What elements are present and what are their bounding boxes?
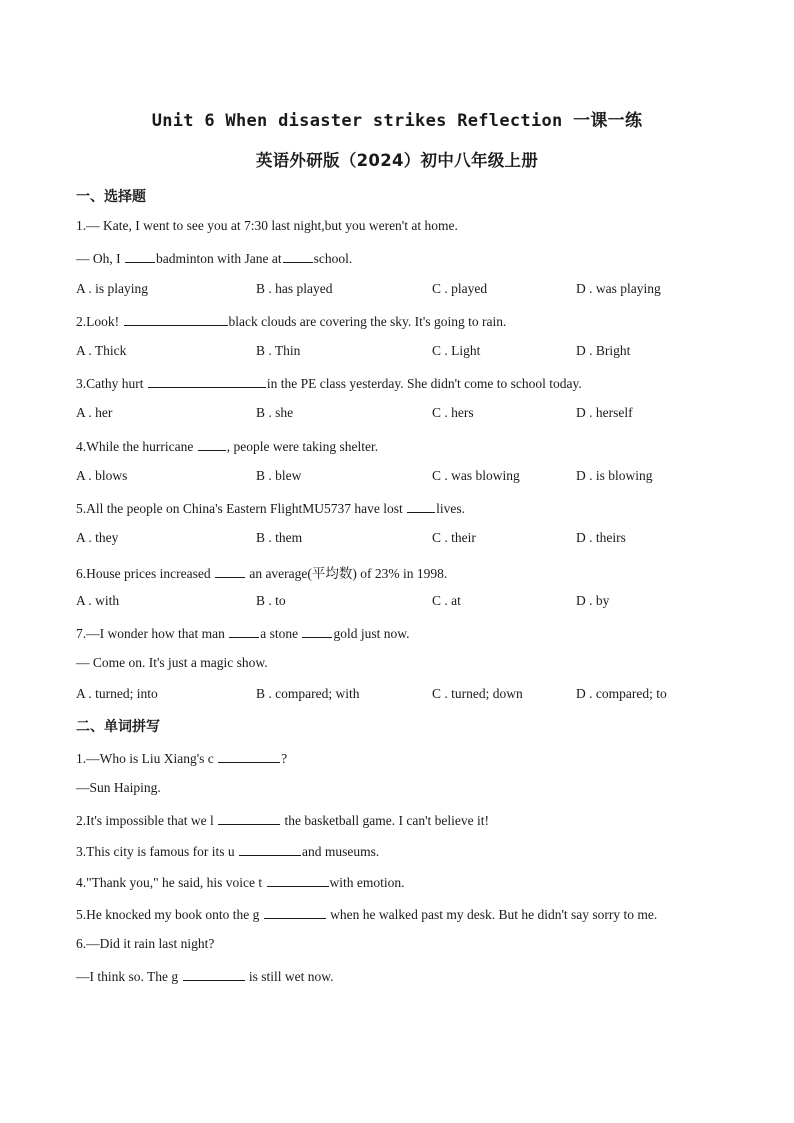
- option-c: C . at: [432, 593, 461, 608]
- option-c: C . played: [432, 281, 488, 296]
- answer-blank: [239, 842, 301, 856]
- section-heading-choice: 一、选择题: [76, 189, 146, 205]
- answer-blank: [407, 499, 435, 513]
- worksheet-title: Unit 6 When disaster strikes Reflection 一课一练: [151, 111, 643, 131]
- answer-blank: [302, 624, 332, 638]
- spelling-6-line: 6.—Did it rain last night?: [76, 936, 215, 951]
- question-6-options: [76, 593, 736, 613]
- option-a: A . Thick: [76, 343, 127, 358]
- option-b: B . she: [256, 405, 294, 420]
- option-b: B . has played: [256, 281, 333, 296]
- question-2-options: [76, 343, 736, 363]
- option-d: D . was playing: [576, 281, 661, 296]
- spelling-6-reply: —I think so. The g is still wet now.: [76, 969, 334, 984]
- question-6-line: 6.House prices increased an average(平均数) of 23% in 1998.: [76, 566, 448, 581]
- option-c: C . Light: [432, 343, 481, 358]
- answer-blank: [283, 249, 313, 263]
- question-7-reply: — Come on. It's just a magic show.: [76, 655, 268, 670]
- answer-blank: [215, 564, 245, 578]
- answer-blank: [148, 374, 266, 388]
- option-b: B . them: [256, 530, 303, 545]
- question-1-options: [76, 281, 736, 301]
- answer-blank: [218, 811, 280, 825]
- option-a: A . with: [76, 593, 120, 608]
- spelling-4-line: 4."Thank you," he said, his voice t with emotion.: [76, 875, 405, 890]
- option-b: B . compared; with: [256, 686, 360, 701]
- question-4-options: [76, 468, 736, 488]
- option-c: C . was blowing: [432, 468, 520, 483]
- spelling-1-reply: —Sun Haiping.: [76, 780, 161, 795]
- option-a: A . turned; into: [76, 686, 158, 701]
- answer-blank: [267, 873, 329, 887]
- option-a: A . is playing: [76, 281, 149, 296]
- option-b: B . to: [256, 593, 286, 608]
- answer-blank: [124, 312, 228, 326]
- answer-blank: [264, 905, 326, 919]
- option-a: A . her: [76, 405, 113, 420]
- option-d: D . compared; to: [576, 686, 667, 701]
- option-d: D . by: [576, 593, 610, 608]
- section-heading-spelling: 二、单词拼写: [76, 719, 160, 735]
- question-3-line: 3.Cathy hurt in the PE class yesterday. She didn't come to school today.: [76, 376, 582, 391]
- question-3-options: [76, 405, 736, 425]
- spelling-5-line: 5.He knocked my book onto the g when he walked past my desk. But he didn't say sorry to me.: [76, 907, 658, 922]
- spelling-3-line: 3.This city is famous for its u and museums.: [76, 844, 380, 859]
- option-a: A . blows: [76, 468, 128, 483]
- question-1-line: 1.— Kate, I went to see you at 7:30 last night,but you weren't at home.: [76, 218, 458, 233]
- spelling-2-line: 2.It's impossible that we l the basketball game. I can't believe it!: [76, 813, 490, 828]
- question-7-options: [76, 686, 736, 706]
- question-7-line: 7.—I wonder how that man a stone gold just now.: [76, 626, 410, 641]
- question-5-line: 5.All the people on China's Eastern FlightMU5737 have lost lives.: [76, 501, 466, 516]
- question-1-reply: — Oh, I badminton with Jane at school.: [76, 251, 353, 266]
- option-c: C . turned; down: [432, 686, 523, 701]
- answer-blank: [198, 437, 226, 451]
- answer-blank: [125, 249, 155, 263]
- option-d: D . theirs: [576, 530, 626, 545]
- option-d: D . is blowing: [576, 468, 653, 483]
- option-b: B . blew: [256, 468, 302, 483]
- option-a: A . they: [76, 530, 119, 545]
- option-d: D . herself: [576, 405, 633, 420]
- question-4-line: 4.While the hurricane , people were taking shelter.: [76, 439, 379, 454]
- spelling-1-line: 1.—Who is Liu Xiang's c ?: [76, 751, 288, 766]
- option-c: C . their: [432, 530, 476, 545]
- worksheet-subtitle: 英语外研版（2024）初中八年级上册: [255, 151, 539, 170]
- option-c: C . hers: [432, 405, 474, 420]
- answer-blank: [229, 624, 259, 638]
- question-5-options: [76, 530, 736, 550]
- option-b: B . Thin: [256, 343, 301, 358]
- question-2-line: 2.Look! black clouds are covering the sky. It's going to rain.: [76, 314, 507, 329]
- answer-blank: [183, 967, 245, 981]
- option-d: D . Bright: [576, 343, 631, 358]
- answer-blank: [218, 749, 280, 763]
